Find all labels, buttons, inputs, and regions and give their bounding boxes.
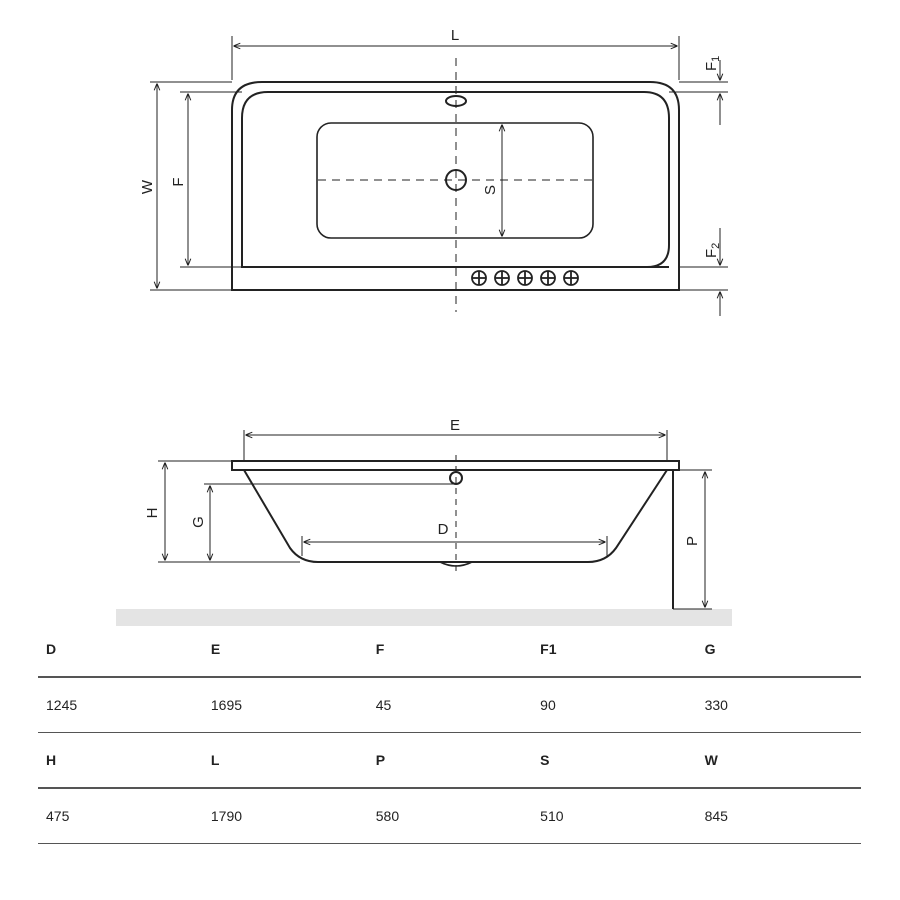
table-value-cell: 90 xyxy=(540,697,556,713)
side-view xyxy=(116,430,732,626)
table-value-cell: 580 xyxy=(375,808,400,824)
dimension-G xyxy=(204,484,456,560)
table-header-cell: H xyxy=(46,752,57,768)
label-W: W xyxy=(139,179,156,195)
top-view xyxy=(150,36,728,316)
tap-hole-icon xyxy=(518,271,532,285)
table-header-cell: F1 xyxy=(540,641,557,657)
table-header-cell: S xyxy=(540,752,550,768)
label-H: H xyxy=(144,507,161,519)
table-value-cell: 45 xyxy=(375,697,392,713)
table-value-cell: 1245 xyxy=(46,697,78,713)
svg-text:F1 xyxy=(703,56,722,71)
label-G: G xyxy=(190,516,207,528)
table-value-cell: 845 xyxy=(704,808,728,824)
label-F1-main: F xyxy=(703,61,720,71)
dimension-D xyxy=(302,536,607,556)
table-header-cell: F xyxy=(375,641,385,657)
label-F2-sub: 2 xyxy=(710,242,722,249)
label-E: E xyxy=(449,417,461,434)
dimension-W xyxy=(150,82,232,290)
table-value-cell: 510 xyxy=(540,808,564,824)
table-header-row xyxy=(38,622,861,677)
dimension-F2 xyxy=(679,228,728,316)
label-F2-main: F xyxy=(703,248,720,258)
tap-hole-icon xyxy=(495,271,509,285)
table-header-cell: P xyxy=(375,752,386,768)
tap-hole-icon xyxy=(564,271,578,285)
table-value-cell: 475 xyxy=(46,808,70,824)
tap-hole-icon xyxy=(472,271,486,285)
tub-basin xyxy=(317,123,593,238)
label-P: P xyxy=(684,535,701,547)
table-value-cell: 330 xyxy=(704,697,728,713)
label-F1-sub: 1 xyxy=(710,55,722,62)
table-header-cell: D xyxy=(46,641,57,657)
table-value-row xyxy=(38,677,861,733)
table-header-cell: G xyxy=(704,641,716,657)
table-value-cell: 1790 xyxy=(210,808,243,824)
dimensions-table xyxy=(38,622,861,844)
svg-text:F2 xyxy=(703,243,722,258)
label-S: S xyxy=(482,184,499,196)
table-header-cell: L xyxy=(210,752,220,768)
table-header-row xyxy=(38,733,861,789)
tap-hole-icon xyxy=(541,271,555,285)
table-header-cell: W xyxy=(704,752,718,768)
table-value-cell: 1695 xyxy=(210,697,243,713)
label-F: F xyxy=(170,177,187,187)
table-value-row xyxy=(38,788,861,844)
dimension-H xyxy=(158,461,300,562)
label-L: L xyxy=(450,27,460,44)
label-F1 xyxy=(703,56,722,71)
label-F2 xyxy=(703,243,722,258)
label-D: D xyxy=(437,521,449,538)
tap-holes xyxy=(472,271,578,285)
table-header-cell: E xyxy=(210,641,221,657)
